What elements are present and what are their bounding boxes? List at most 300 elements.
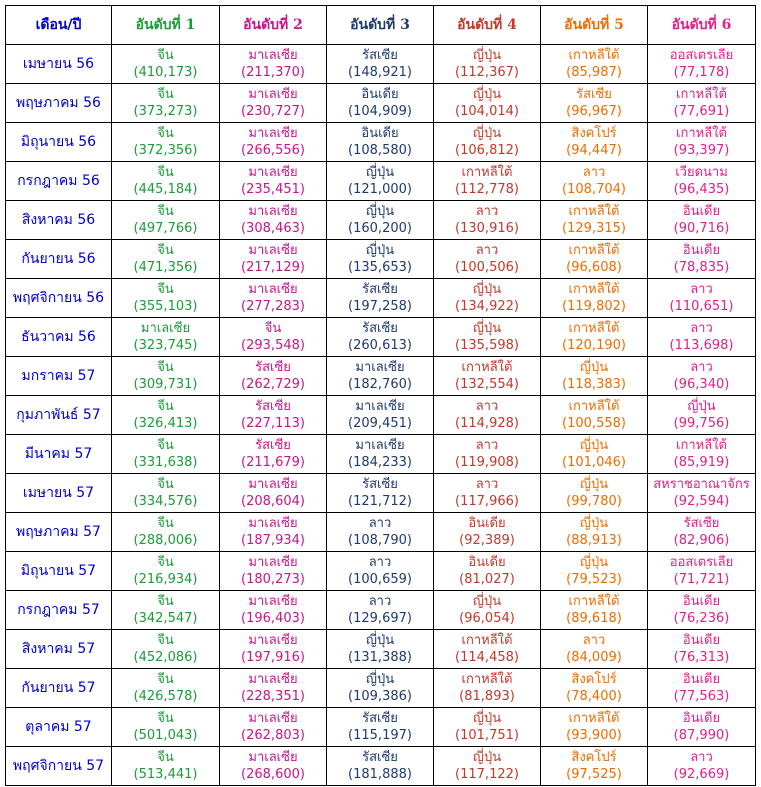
visitor-count: (277,283): [241, 299, 305, 314]
month-cell: ธันวาคม 56: [6, 318, 112, 357]
country-name: ลาว: [690, 321, 713, 336]
country-name: เกาหลีใต้: [568, 282, 620, 297]
country-name: รัสเซีย: [362, 711, 398, 726]
country-name: ญี่ปุ่น: [365, 165, 395, 180]
rank-2-cell: [220, 318, 327, 357]
country-name: มาเลเซีย: [248, 48, 298, 63]
rank-3-cell: [327, 162, 434, 201]
visitor-count: (121,000): [348, 182, 412, 197]
visitor-count: (308,463): [241, 221, 305, 236]
visitor-count: (323,745): [133, 338, 198, 353]
visitor-count: (78,835): [673, 260, 730, 275]
table-row: [6, 708, 756, 747]
rank-3-cell: [327, 318, 434, 357]
visitor-count: (101,751): [455, 728, 519, 743]
country-name: มาเลเซีย: [248, 477, 298, 492]
rank-4-cell: [434, 630, 541, 669]
rank-4-cell: [434, 747, 541, 786]
header-month: เดือน/ปี: [6, 6, 112, 45]
visitor-count: (410,173): [133, 65, 198, 80]
visitor-count: (92,594): [673, 494, 730, 509]
rank-1-cell: [112, 240, 220, 279]
table-row: [6, 240, 756, 279]
visitor-count: (110,651): [669, 299, 734, 314]
visitor-count: (293,548): [241, 338, 305, 353]
rank-6-cell: [648, 435, 756, 474]
visitor-count: (160,200): [348, 221, 412, 236]
country-name: อินเดีย: [682, 711, 721, 726]
table-row: [6, 45, 756, 84]
rank-2-cell: [220, 240, 327, 279]
visitor-count: (96,435): [673, 182, 730, 197]
country-name: ญี่ปุ่น: [472, 48, 502, 63]
country-name: ญี่ปุ่น: [579, 516, 609, 531]
country-name: จีน: [157, 633, 174, 648]
header-row: [6, 6, 756, 45]
month-cell: กรกฎาคม 56: [6, 162, 112, 201]
country-name: อินเดีย: [361, 87, 399, 102]
rank-5-cell: [541, 123, 648, 162]
rank-3-cell: [327, 552, 434, 591]
country-name: จีน: [157, 204, 174, 219]
country-name: รัสเซีย: [255, 438, 291, 453]
rank-1-cell: [112, 162, 220, 201]
table-row: [6, 474, 756, 513]
country-name: จีน: [157, 48, 174, 63]
rank-5-cell: [541, 357, 648, 396]
country-name: ญี่ปุ่น: [472, 126, 502, 141]
month-cell: เมษายน 57: [6, 474, 112, 513]
rank-5-cell: [541, 279, 648, 318]
country-name: อินเดีย: [468, 516, 506, 531]
country-name: รัสเซีย: [362, 48, 398, 63]
country-name: เกาหลีใต้: [676, 438, 727, 453]
table-body: [6, 45, 756, 786]
rank-5-cell: [541, 669, 648, 708]
country-name: จีน: [264, 321, 282, 336]
visitor-count: (373,273): [133, 104, 198, 119]
country-name: ญี่ปุ่น: [472, 711, 502, 726]
visitor-count: (266,556): [241, 143, 305, 158]
rank-2-cell: [220, 474, 327, 513]
country-name: เกาหลีใต้: [676, 87, 727, 102]
visitor-count: (104,014): [455, 104, 519, 119]
rank-1-cell: [112, 45, 220, 84]
country-name: ลาว: [368, 594, 392, 609]
country-name: จีน: [157, 360, 174, 375]
country-name: จีน: [157, 594, 174, 609]
country-name: เกาหลีใต้: [568, 711, 620, 726]
country-name: มาเลเซีย: [248, 750, 298, 765]
rank-4-cell: [434, 396, 541, 435]
country-name: อินเดีย: [468, 555, 506, 570]
country-name: มาเลเซีย: [248, 165, 298, 180]
month-cell: มีนาคม 57: [6, 435, 112, 474]
visitor-count: (309,731): [133, 377, 198, 392]
rank-4-cell: [434, 123, 541, 162]
country-name: อินเดีย: [682, 204, 721, 219]
country-name: ญี่ปุ่น: [365, 243, 395, 258]
country-name: มาเลเซีย: [248, 126, 298, 141]
rank-6-cell: [648, 318, 756, 357]
country-name: ญี่ปุ่น: [579, 360, 609, 375]
visitor-count: (79,523): [566, 572, 622, 587]
rank-5-cell: [541, 435, 648, 474]
visitor-count: (71,721): [673, 572, 730, 587]
country-name: มาเลเซีย: [248, 516, 298, 531]
country-name: ญี่ปุ่น: [472, 321, 502, 336]
rank-6-cell: [648, 84, 756, 123]
country-name: เกาหลีใต้: [568, 321, 620, 336]
rank-4-cell: [434, 45, 541, 84]
visitor-count: (109,386): [348, 689, 412, 704]
country-name: ญี่ปุ่น: [365, 672, 395, 687]
country-name: เกาหลีใต้: [676, 126, 727, 141]
rank-3-cell: [327, 240, 434, 279]
country-name: รัสเซีย: [362, 321, 398, 336]
rank-6-cell: [648, 123, 756, 162]
country-name: เกาหลีใต้: [461, 360, 513, 375]
visitor-count: (227,113): [241, 416, 305, 431]
visitor-count: (129,315): [562, 221, 626, 236]
rank-5-cell: [541, 201, 648, 240]
visitor-count: (81,893): [459, 689, 515, 704]
rank-1-cell: [112, 747, 220, 786]
visitor-count: (262,729): [241, 377, 305, 392]
country-name: ญี่ปุ่น: [472, 87, 502, 102]
rank-3-cell: [327, 279, 434, 318]
visitor-count: (211,679): [241, 455, 305, 470]
country-name: รัสเซีย: [362, 282, 398, 297]
rank-4-cell: [434, 357, 541, 396]
visitor-count: (121,712): [348, 494, 412, 509]
rank-3-cell: [327, 435, 434, 474]
country-name: สหราชอาณาจักร: [653, 477, 750, 492]
country-name: รัสเซีย: [255, 360, 291, 375]
month-cell: กุมภาพันธ์ 57: [6, 396, 112, 435]
month-cell: กรกฎาคม 57: [6, 591, 112, 630]
visitor-count: (182,760): [348, 377, 412, 392]
visitor-count: (96,340): [673, 377, 730, 392]
rank-1-cell: [112, 474, 220, 513]
visitor-count: (372,356): [133, 143, 198, 158]
visitor-count: (326,413): [133, 416, 198, 431]
country-name: มาเลเซีย: [140, 321, 191, 336]
rank-2-cell: [220, 708, 327, 747]
table-row: [6, 123, 756, 162]
country-name: มาเลเซีย: [355, 360, 405, 375]
visitor-count: (100,558): [562, 416, 626, 431]
rank-2-cell: [220, 162, 327, 201]
month-cell: มิถุนายน 56: [6, 123, 112, 162]
month-cell: พฤษภาคม 56: [6, 84, 112, 123]
visitor-count: (131,388): [348, 650, 412, 665]
rank-2-cell: [220, 357, 327, 396]
country-name: จีน: [157, 750, 174, 765]
rank-2-cell: [220, 279, 327, 318]
rank-6-cell: [648, 708, 756, 747]
country-name: มาเลเซีย: [248, 555, 298, 570]
visitor-count: (235,451): [241, 182, 305, 197]
visitor-count: (118,383): [562, 377, 626, 392]
visitor-count: (187,934): [241, 533, 305, 548]
visitor-count: (497,766): [133, 221, 198, 236]
visitor-count: (197,916): [241, 650, 305, 665]
visitor-count: (197,258): [348, 299, 412, 314]
table-row: [6, 201, 756, 240]
visitor-count: (99,780): [566, 494, 622, 509]
rank-6-cell: [648, 45, 756, 84]
rank-1-cell: [112, 630, 220, 669]
visitor-count: (268,600): [241, 767, 305, 782]
visitor-count: (77,563): [673, 689, 730, 704]
country-name: ลาว: [368, 516, 392, 531]
visitor-count: (426,578): [133, 689, 198, 704]
country-name: สิงคโปร์: [571, 672, 617, 687]
rank-2-cell: [220, 123, 327, 162]
visitor-count: (120,190): [562, 338, 626, 353]
country-name: ญี่ปุ่น: [579, 438, 609, 453]
country-name: ลาว: [368, 555, 392, 570]
visitor-count: (342,547): [133, 611, 198, 626]
visitor-count: (94,447): [566, 143, 622, 158]
country-name: รัสเซีย: [362, 477, 398, 492]
rank-3-cell: [327, 357, 434, 396]
country-name: เกาหลีใต้: [461, 672, 513, 687]
rank-3-cell: [327, 591, 434, 630]
country-name: ลาว: [582, 633, 606, 648]
rank-1-cell: [112, 513, 220, 552]
visitor-count: (99,756): [673, 416, 730, 431]
month-cell: เมษายน 56: [6, 45, 112, 84]
rank-2-cell: [220, 747, 327, 786]
rank-1-cell: [112, 84, 220, 123]
table-row: [6, 747, 756, 786]
rank-2-cell: [220, 435, 327, 474]
rank-4-cell: [434, 513, 541, 552]
visitor-count: (108,790): [348, 533, 412, 548]
visitor-count: (93,397): [673, 143, 730, 158]
country-name: รัสเซีย: [576, 87, 612, 102]
country-name: จีน: [157, 243, 174, 258]
country-name: อินเดีย: [682, 672, 721, 687]
rank-4-cell: [434, 162, 541, 201]
country-name: เกาหลีใต้: [568, 243, 620, 258]
country-name: มาเลเซีย: [248, 87, 298, 102]
visitor-count: (113,698): [669, 338, 734, 353]
rank-5-cell: [541, 708, 648, 747]
visitor-count: (217,129): [241, 260, 305, 275]
table-row: [6, 162, 756, 201]
month-cell: มกราคม 57: [6, 357, 112, 396]
visitor-count: (260,613): [348, 338, 412, 353]
rank-3-cell: [327, 747, 434, 786]
visitor-count: (84,009): [566, 650, 622, 665]
country-name: จีน: [157, 672, 174, 687]
country-name: มาเลเซีย: [248, 633, 298, 648]
visitor-count: (114,928): [455, 416, 519, 431]
rank-1-cell: [112, 708, 220, 747]
rank-4-cell: [434, 201, 541, 240]
visitor-count: (76,313): [673, 650, 730, 665]
country-name: มาเลเซีย: [248, 711, 298, 726]
rank-3-cell: [327, 396, 434, 435]
country-name: รัสเซีย: [362, 750, 398, 765]
rank-6-cell: [648, 552, 756, 591]
rank-3-cell: [327, 201, 434, 240]
rank-4-cell: [434, 474, 541, 513]
visitor-count: (209,451): [348, 416, 412, 431]
country-name: ญี่ปุ่น: [365, 633, 395, 648]
country-name: ญี่ปุ่น: [579, 477, 609, 492]
country-name: ลาว: [475, 399, 499, 414]
country-name: ลาว: [582, 165, 606, 180]
visitor-count: (96,608): [566, 260, 622, 275]
header-rank-6: อันดับที่ 6: [648, 6, 756, 45]
rank-4-cell: [434, 591, 541, 630]
country-name: ออสเตรเลีย: [669, 48, 734, 63]
rank-3-cell: [327, 45, 434, 84]
visitor-count: (77,178): [673, 65, 730, 80]
visitor-count: (288,006): [133, 533, 198, 548]
table-row: [6, 435, 756, 474]
visitor-count: (106,812): [455, 143, 519, 158]
visitor-count: (501,043): [133, 728, 198, 743]
rank-2-cell: [220, 396, 327, 435]
country-name: ญี่ปุ่น: [687, 399, 716, 414]
visitor-count: (100,506): [455, 260, 519, 275]
rank-4-cell: [434, 318, 541, 357]
visitor-count: (181,888): [348, 767, 412, 782]
rank-2-cell: [220, 552, 327, 591]
country-name: สิงคโปร์: [571, 126, 617, 141]
rank-1-cell: [112, 123, 220, 162]
rank-1-cell: [112, 201, 220, 240]
rank-5-cell: [541, 45, 648, 84]
rank-1-cell: [112, 591, 220, 630]
visitor-count: (119,908): [455, 455, 519, 470]
rank-6-cell: [648, 162, 756, 201]
rank-5-cell: [541, 396, 648, 435]
visitor-count: (196,403): [241, 611, 305, 626]
country-name: ลาว: [690, 360, 713, 375]
country-name: ญี่ปุ่น: [365, 204, 395, 219]
rank-4-cell: [434, 435, 541, 474]
table-row: [6, 279, 756, 318]
rank-4-cell: [434, 708, 541, 747]
rank-5-cell: [541, 552, 648, 591]
rank-2-cell: [220, 45, 327, 84]
rank-2-cell: [220, 201, 327, 240]
visitor-count: (78,400): [566, 689, 622, 704]
rank-6-cell: [648, 630, 756, 669]
header-rank-4: อันดับที่ 4: [434, 6, 541, 45]
country-name: ญี่ปุ่น: [579, 555, 609, 570]
month-cell: พฤษภาคม 57: [6, 513, 112, 552]
rank-1-cell: [112, 552, 220, 591]
country-name: จีน: [157, 438, 174, 453]
country-name: ญี่ปุ่น: [472, 282, 502, 297]
country-name: ญี่ปุ่น: [472, 750, 502, 765]
rank-3-cell: [327, 474, 434, 513]
country-name: มาเลเซีย: [355, 399, 405, 414]
rank-3-cell: [327, 84, 434, 123]
country-name: จีน: [157, 87, 174, 102]
visitor-count: (82,906): [673, 533, 730, 548]
visitor-count: (108,580): [348, 143, 412, 158]
rank-5-cell: [541, 162, 648, 201]
country-name: มาเลเซีย: [248, 204, 298, 219]
visitor-count: (262,803): [241, 728, 305, 743]
rank-3-cell: [327, 669, 434, 708]
visitor-count: (114,458): [455, 650, 519, 665]
country-name: อินเดีย: [682, 633, 721, 648]
rank-3-cell: [327, 123, 434, 162]
rank-5-cell: [541, 747, 648, 786]
visitor-count: (132,554): [455, 377, 519, 392]
visitor-count: (445,184): [133, 182, 198, 197]
country-name: มาเลเซีย: [248, 243, 298, 258]
visitor-count: (130,916): [455, 221, 519, 236]
country-name: เกาหลีใต้: [461, 165, 513, 180]
visitor-count: (115,197): [348, 728, 412, 743]
visitor-count: (117,966): [455, 494, 519, 509]
country-name: อินเดีย: [361, 126, 399, 141]
visitor-count: (119,802): [562, 299, 626, 314]
rank-6-cell: [648, 513, 756, 552]
rank-1-cell: [112, 396, 220, 435]
visitor-count: (135,653): [348, 260, 412, 275]
visitor-count: (85,987): [566, 65, 622, 80]
country-name: รัสเซีย: [683, 516, 720, 531]
country-name: เกาหลีใต้: [568, 399, 620, 414]
country-name: ลาว: [475, 477, 499, 492]
visitor-count: (129,697): [348, 611, 412, 626]
visitor-count: (104,909): [348, 104, 412, 119]
country-name: อินเดีย: [682, 594, 721, 609]
month-cell: ตุลาคม 57: [6, 708, 112, 747]
table-row: [6, 396, 756, 435]
visitor-count: (77,691): [673, 104, 730, 119]
table-row: [6, 84, 756, 123]
rank-1-cell: [112, 318, 220, 357]
rank-6-cell: [648, 474, 756, 513]
header-rank-2: อันดับที่ 2: [220, 6, 327, 45]
country-name: เกาหลีใต้: [568, 594, 620, 609]
country-name: รัสเซีย: [255, 399, 291, 414]
visitor-count: (90,716): [673, 221, 730, 236]
rank-5-cell: [541, 591, 648, 630]
rank-3-cell: [327, 630, 434, 669]
country-name: เกาหลีใต้: [568, 48, 620, 63]
visitor-count: (85,919): [673, 455, 730, 470]
visitor-count: (97,525): [566, 767, 622, 782]
month-cell: กันยายน 57: [6, 669, 112, 708]
rank-5-cell: [541, 513, 648, 552]
country-name: จีน: [157, 282, 174, 297]
country-name: เกาหลีใต้: [568, 204, 620, 219]
rank-6-cell: [648, 396, 756, 435]
visitor-count: (134,922): [455, 299, 519, 314]
month-cell: สิงหาคม 56: [6, 201, 112, 240]
month-cell: พฤศจิกายน 57: [6, 747, 112, 786]
visitor-count: (112,367): [455, 65, 519, 80]
visitor-count: (89,618): [566, 611, 622, 626]
month-cell: สิงหาคม 57: [6, 630, 112, 669]
country-name: จีน: [157, 555, 174, 570]
rank-2-cell: [220, 513, 327, 552]
country-name: จีน: [157, 165, 174, 180]
